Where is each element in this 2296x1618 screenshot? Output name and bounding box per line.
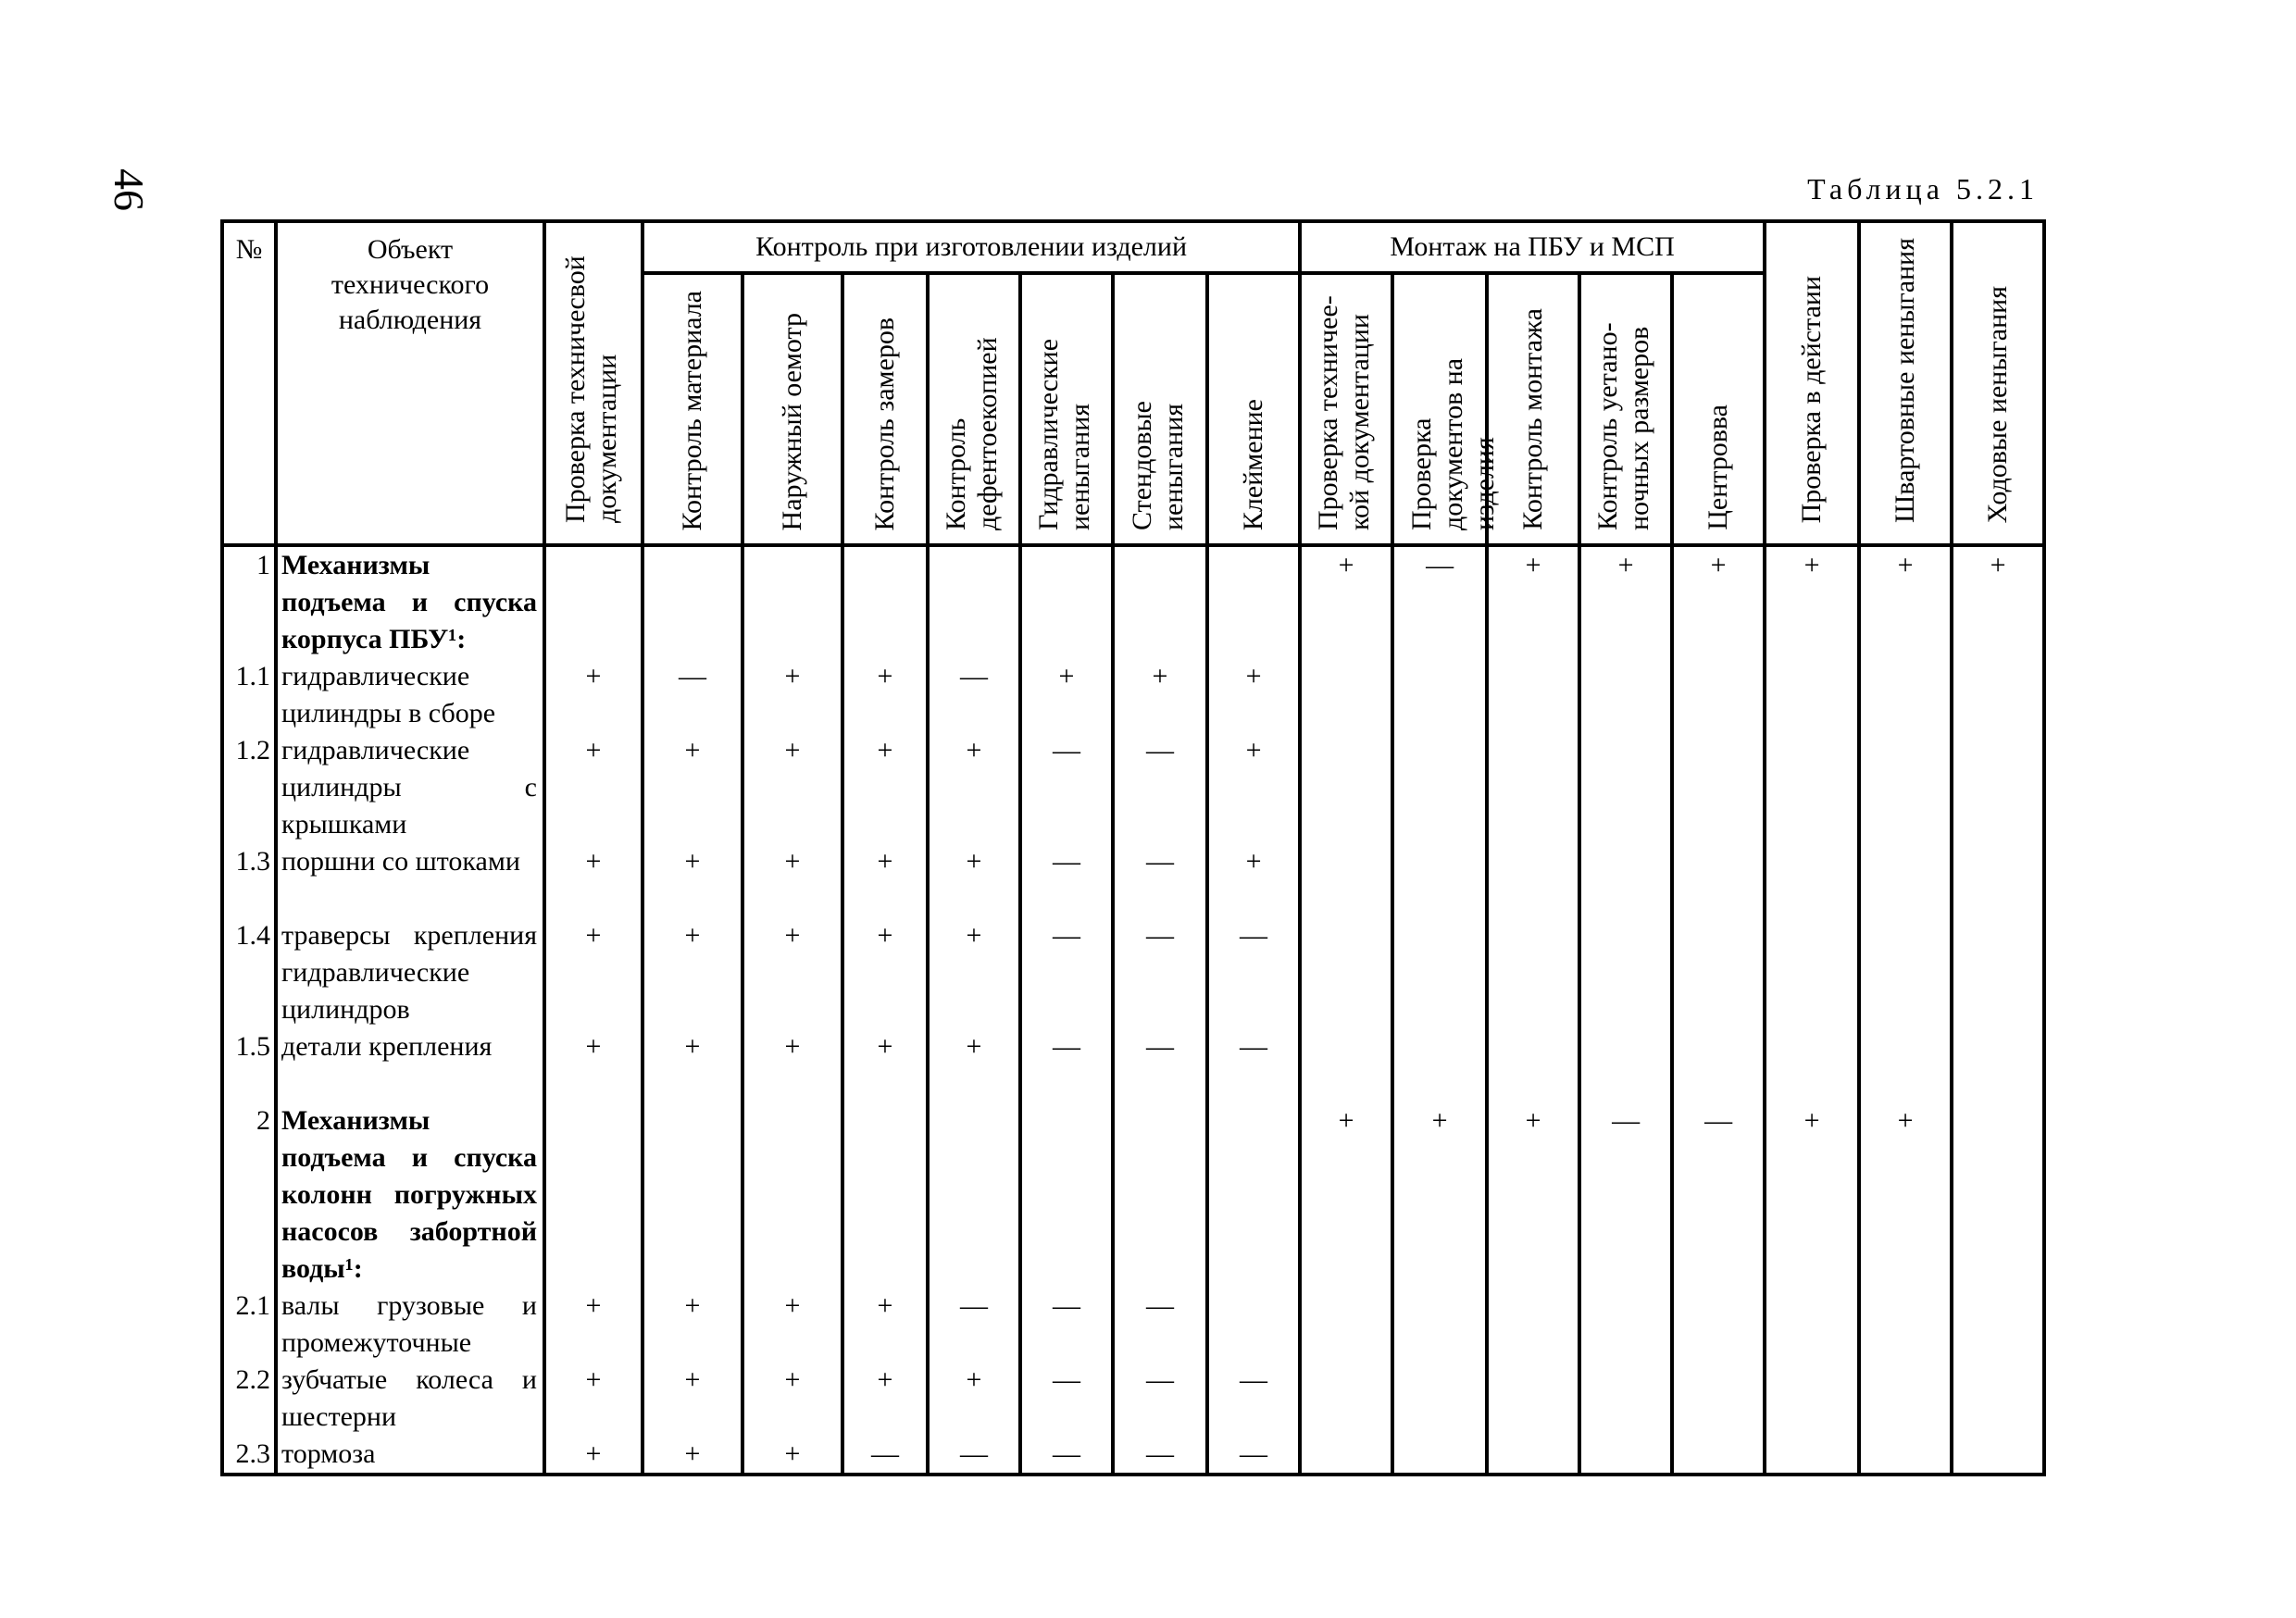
row-mark <box>1579 1028 1672 1102</box>
row-mark <box>1392 658 1487 732</box>
row-number: 1.3 <box>222 843 276 917</box>
row-mark: — <box>1020 732 1113 843</box>
row-mark: — <box>1113 1436 1207 1475</box>
table-row <box>222 843 2044 917</box>
row-mark: + <box>643 1028 742 1102</box>
header-inst-4: Центровва <box>1672 273 1765 545</box>
row-mark: + <box>842 843 928 917</box>
header-mfg-1: Наружный оемотр <box>742 273 842 545</box>
row-mark: + <box>643 1436 742 1475</box>
row-number: 1.1 <box>222 658 276 732</box>
row-mark: — <box>842 1436 928 1475</box>
row-mark: — <box>643 658 742 732</box>
row-mark <box>1765 843 1859 917</box>
row-object: гидравлические цилиндры с крышками <box>276 732 544 843</box>
header-mfg-0: Контроль материала <box>643 273 742 545</box>
row-mark: + <box>643 1362 742 1436</box>
row-mark <box>1579 917 1672 1028</box>
row-mark <box>1300 917 1392 1028</box>
row-mark <box>1300 843 1392 917</box>
header-inst-0: Проверка техничее-кой документации <box>1300 273 1392 545</box>
row-mark <box>1579 1436 1672 1475</box>
row-object: Механизмы подъема и спуска корпуса ПБУ¹: <box>276 545 544 658</box>
header-mfg-5: Стендовые иеныгания <box>1113 273 1207 545</box>
row-number: 1.4 <box>222 917 276 1028</box>
row-mark <box>1859 843 1952 917</box>
row-mark <box>544 1102 643 1288</box>
row-mark <box>1672 658 1765 732</box>
row-mark <box>1859 658 1952 732</box>
row-mark <box>742 545 842 658</box>
row-mark: + <box>1487 545 1579 658</box>
row-mark <box>1952 917 2044 1028</box>
row-mark: — <box>928 1288 1020 1362</box>
row-mark <box>1020 545 1113 658</box>
row-mark <box>1672 732 1765 843</box>
row-mark: + <box>544 1362 643 1436</box>
row-mark: + <box>928 732 1020 843</box>
row-mark <box>1952 843 2044 917</box>
row-mark <box>1859 1362 1952 1436</box>
table-row <box>222 1362 2044 1436</box>
table-body <box>222 545 2044 1475</box>
row-mark <box>1952 1436 2044 1475</box>
row-mark: — <box>1020 1028 1113 1102</box>
table-row <box>222 1028 2044 1102</box>
row-mark: — <box>1207 1028 1300 1102</box>
row-mark <box>1952 1028 2044 1102</box>
table-row <box>222 1288 2044 1362</box>
row-mark: + <box>1020 658 1113 732</box>
row-mark <box>1765 917 1859 1028</box>
row-mark <box>1859 732 1952 843</box>
row-object: валы грузовые и промежуточные <box>276 1288 544 1362</box>
row-mark <box>1487 1028 1579 1102</box>
row-mark <box>1952 658 2044 732</box>
row-mark: + <box>643 1288 742 1362</box>
row-mark: — <box>1207 917 1300 1028</box>
row-mark: + <box>928 917 1020 1028</box>
table-row <box>222 1102 2044 1288</box>
row-mark: + <box>1487 1102 1579 1288</box>
row-mark: + <box>742 1288 842 1362</box>
row-mark <box>1300 1028 1392 1102</box>
row-mark: + <box>842 732 928 843</box>
row-mark: + <box>544 917 643 1028</box>
header-tail-2: Ходовые иеныгания <box>1952 221 2044 545</box>
row-mark <box>1392 1028 1487 1102</box>
header-group-manufacturing: Контроль при изготовлении изделий <box>643 221 1300 273</box>
row-mark <box>1672 1028 1765 1102</box>
row-mark: — <box>1113 917 1207 1028</box>
row-object: поршни со штоками <box>276 843 544 917</box>
row-mark <box>1487 1436 1579 1475</box>
row-mark: — <box>1579 1102 1672 1288</box>
row-mark: + <box>643 732 742 843</box>
row-mark <box>1487 1362 1579 1436</box>
row-mark: + <box>1392 1102 1487 1288</box>
row-mark <box>1300 732 1392 843</box>
row-mark: + <box>742 1028 842 1102</box>
row-mark <box>1579 843 1672 917</box>
header-inst-2: Контроль монтажа <box>1487 273 1579 545</box>
row-mark <box>1859 1288 1952 1362</box>
row-mark: + <box>842 1362 928 1436</box>
row-mark: — <box>928 658 1020 732</box>
row-mark: — <box>1113 732 1207 843</box>
row-object: траверсы крепления гидравлические цилиндров <box>276 917 544 1028</box>
row-mark <box>1952 732 2044 843</box>
row-mark <box>1765 1028 1859 1102</box>
row-mark: + <box>742 658 842 732</box>
row-mark: — <box>1113 1288 1207 1362</box>
row-mark <box>1859 1028 1952 1102</box>
row-mark <box>1487 732 1579 843</box>
row-mark: + <box>1207 658 1300 732</box>
table-header <box>222 221 2044 545</box>
row-mark <box>842 1102 928 1288</box>
row-mark: — <box>1207 1362 1300 1436</box>
row-mark <box>1579 732 1672 843</box>
row-mark <box>1952 1362 2044 1436</box>
row-mark <box>1579 1288 1672 1362</box>
header-num: № <box>222 221 276 545</box>
table-row <box>222 658 2044 732</box>
row-mark: + <box>544 732 643 843</box>
row-mark <box>1765 1436 1859 1475</box>
row-mark: + <box>842 1288 928 1362</box>
row-mark: + <box>742 843 842 917</box>
row-mark: + <box>842 917 928 1028</box>
row-mark <box>1859 1436 1952 1475</box>
row-mark <box>643 545 742 658</box>
row-mark: + <box>928 1028 1020 1102</box>
row-mark: + <box>742 917 842 1028</box>
row-mark <box>1765 1288 1859 1362</box>
row-number: 1.5 <box>222 1028 276 1102</box>
row-mark: + <box>1579 545 1672 658</box>
row-mark <box>1207 1288 1300 1362</box>
row-mark <box>1300 1288 1392 1362</box>
row-mark: + <box>643 843 742 917</box>
row-mark <box>1952 1288 2044 1362</box>
page-number: 46 <box>106 168 153 211</box>
row-mark: + <box>544 843 643 917</box>
row-object: зубчатые колеса и шестерни <box>276 1362 544 1436</box>
row-mark: + <box>842 1028 928 1102</box>
table-row <box>222 1436 2044 1475</box>
row-mark: — <box>1020 843 1113 917</box>
row-mark <box>1020 1102 1113 1288</box>
row-mark: — <box>1113 1362 1207 1436</box>
row-mark <box>1392 1288 1487 1362</box>
row-mark: + <box>928 843 1020 917</box>
row-mark: + <box>544 1028 643 1102</box>
row-mark <box>1672 1362 1765 1436</box>
header-mfg-2: Контроль замеров <box>842 273 928 545</box>
row-mark: — <box>1113 843 1207 917</box>
row-mark: — <box>1020 917 1113 1028</box>
row-mark: + <box>1859 1102 1952 1288</box>
row-mark <box>842 545 928 658</box>
row-mark <box>1392 917 1487 1028</box>
table-caption: Таблица 5.2.1 <box>1807 172 2039 205</box>
header-object: Объект технического наблюдения <box>276 221 544 545</box>
row-mark <box>1300 1436 1392 1475</box>
row-mark <box>1765 658 1859 732</box>
row-mark <box>1859 917 1952 1028</box>
header-mfg-6: Клеймение <box>1207 273 1300 545</box>
row-mark <box>1392 732 1487 843</box>
row-mark: + <box>1765 1102 1859 1288</box>
table-row <box>222 545 2044 658</box>
row-object: гидравлические цилиндры в сборе <box>276 658 544 732</box>
row-mark: + <box>742 732 842 843</box>
row-mark: + <box>1300 1102 1392 1288</box>
header-mfg-4: Гидравлические иеныгания <box>1020 273 1113 545</box>
row-mark <box>1672 917 1765 1028</box>
row-mark: + <box>1672 545 1765 658</box>
row-mark <box>1579 658 1672 732</box>
row-number: 2 <box>222 1102 276 1288</box>
row-number: 2.1 <box>222 1288 276 1362</box>
row-number: 1 <box>222 545 276 658</box>
header-inst-1: Проверка документов на изделия <box>1392 273 1487 545</box>
table-row <box>222 732 2044 843</box>
row-mark: + <box>1765 545 1859 658</box>
row-mark: — <box>1207 1436 1300 1475</box>
row-mark <box>928 1102 1020 1288</box>
row-mark <box>643 1102 742 1288</box>
row-object: тормоза <box>276 1436 544 1475</box>
row-mark: + <box>1952 545 2044 658</box>
row-mark <box>1765 732 1859 843</box>
row-mark: — <box>1672 1102 1765 1288</box>
row-mark <box>1207 545 1300 658</box>
row-mark <box>928 545 1020 658</box>
row-mark <box>1952 1102 2044 1288</box>
row-number: 1.2 <box>222 732 276 843</box>
row-mark <box>1487 658 1579 732</box>
row-mark: + <box>544 1436 643 1475</box>
header-group-installation: Монтаж на ПБУ и МСП <box>1300 221 1765 273</box>
row-mark <box>1207 1102 1300 1288</box>
row-mark <box>1113 545 1207 658</box>
row-mark <box>1672 1436 1765 1475</box>
header-tail-1: Швартовные иеныгания <box>1859 221 1952 545</box>
header-mfg-3: Контроль дефентоекопией <box>928 273 1020 545</box>
row-mark <box>1392 1362 1487 1436</box>
row-mark: + <box>643 917 742 1028</box>
row-object: Механизмы подъема и спуска колонн погружных насосов забортной воды¹: <box>276 1102 544 1288</box>
row-mark <box>1579 1362 1672 1436</box>
row-mark: + <box>544 1288 643 1362</box>
row-mark: — <box>1020 1362 1113 1436</box>
inspection-table <box>220 219 2046 1476</box>
row-mark <box>742 1102 842 1288</box>
row-mark: + <box>1207 732 1300 843</box>
row-mark: + <box>928 1362 1020 1436</box>
row-mark: — <box>928 1436 1020 1475</box>
row-object: детали крепления <box>276 1028 544 1102</box>
row-mark: + <box>1113 658 1207 732</box>
header-tail-0: Проверка в дейстаии <box>1765 221 1859 545</box>
row-mark <box>1765 1362 1859 1436</box>
row-number: 2.2 <box>222 1362 276 1436</box>
row-mark <box>1672 843 1765 917</box>
row-mark <box>1487 1288 1579 1362</box>
row-mark <box>1113 1102 1207 1288</box>
row-mark <box>1672 1288 1765 1362</box>
row-mark: — <box>1020 1436 1113 1475</box>
row-mark <box>544 545 643 658</box>
row-mark: + <box>1207 843 1300 917</box>
row-mark <box>1300 1362 1392 1436</box>
row-mark: — <box>1392 545 1487 658</box>
row-mark: — <box>1113 1028 1207 1102</box>
header-inst-3: Контроль уетано-ночных размеров <box>1579 273 1672 545</box>
row-mark <box>1300 658 1392 732</box>
header-doc-check: Проверка техничеcвой документации <box>544 221 643 545</box>
row-mark: + <box>1859 545 1952 658</box>
row-mark: + <box>742 1436 842 1475</box>
row-mark: + <box>1300 545 1392 658</box>
row-mark: + <box>742 1362 842 1436</box>
row-mark <box>1392 843 1487 917</box>
row-mark: — <box>1020 1288 1113 1362</box>
row-mark <box>1392 1436 1487 1475</box>
row-mark <box>1487 917 1579 1028</box>
row-mark: + <box>544 658 643 732</box>
row-mark <box>1487 843 1579 917</box>
row-mark: + <box>842 658 928 732</box>
table-row <box>222 917 2044 1028</box>
row-number: 2.3 <box>222 1436 276 1475</box>
